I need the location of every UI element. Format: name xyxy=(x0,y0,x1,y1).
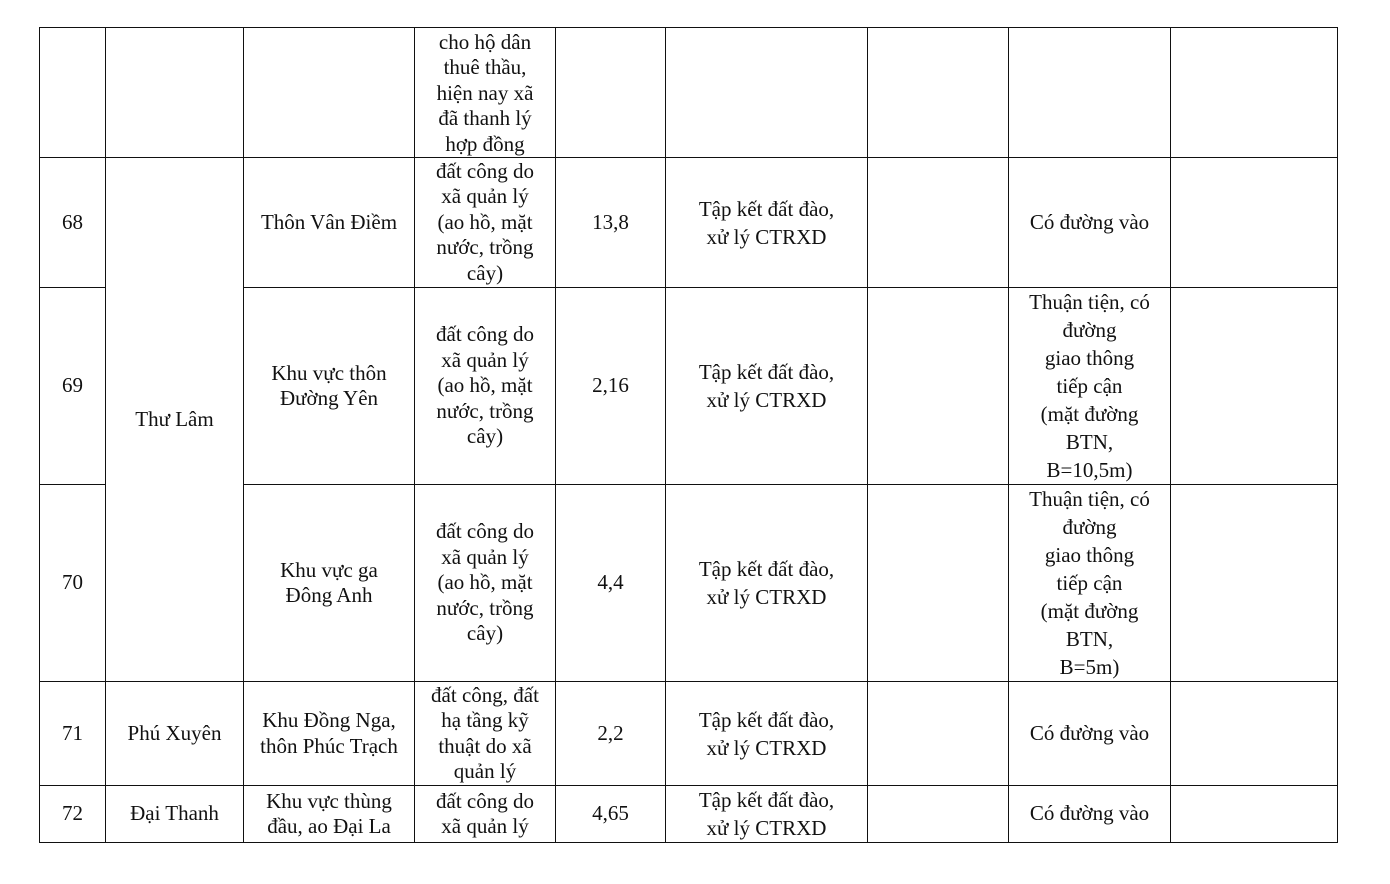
access-line: Thuận tiện, có xyxy=(1029,290,1150,314)
land-type-line: đất công do xyxy=(436,158,534,183)
table-row xyxy=(40,682,1338,786)
land-type-line: hạ tầng kỹ xyxy=(441,708,529,732)
land-sites-table xyxy=(39,27,1338,843)
purpose-cell xyxy=(666,786,868,843)
area-cell: 4,65 xyxy=(556,786,666,843)
land-type-cell xyxy=(415,786,556,843)
land-type-line: đất công, đất xyxy=(431,682,539,707)
empty-cell xyxy=(868,288,1009,485)
empty-cell xyxy=(868,28,1009,158)
area-cell: 2,16 xyxy=(556,288,666,485)
purpose-cell xyxy=(666,28,868,158)
land-type-line: nước, trồng xyxy=(436,398,534,423)
location-line: thôn Phúc Trạch xyxy=(260,733,398,758)
purpose-line: Tập kết đất đào, xyxy=(698,557,835,581)
access-line: B=5m) xyxy=(1059,655,1120,679)
location-line: Khu vực ga xyxy=(280,557,378,582)
land-type-line: xã quản lý xyxy=(441,184,529,209)
access-line: tiếp cận xyxy=(1056,374,1123,398)
access-cell xyxy=(1009,288,1171,485)
purpose-cell xyxy=(666,682,868,786)
land-type-line: cho hộ dân xyxy=(438,29,532,54)
empty-cell xyxy=(1171,485,1338,682)
land-type-line: cây) xyxy=(466,424,504,449)
empty-cell xyxy=(868,485,1009,682)
access-line: đường xyxy=(1062,318,1117,342)
land-type-line: cây) xyxy=(466,621,504,646)
empty-cell xyxy=(868,682,1009,786)
row-number-cell: 69 xyxy=(40,288,106,485)
purpose-cell xyxy=(666,158,868,288)
empty-cell xyxy=(1171,786,1338,843)
access-line: (mặt đường xyxy=(1040,599,1139,623)
purpose-line: xử lý CTRXD xyxy=(706,388,827,412)
row-number-cell: 68 xyxy=(40,158,106,288)
table-row xyxy=(40,28,1338,158)
area-cell xyxy=(556,28,666,158)
access-line: Có đường vào xyxy=(1029,209,1150,234)
purpose-line: xử lý CTRXD xyxy=(706,735,827,760)
land-type-line: thuật do xã xyxy=(438,733,532,758)
area-cell: 4,4 xyxy=(556,485,666,682)
area-cell: 13,8 xyxy=(556,158,666,288)
land-type-line: xã quản lý xyxy=(441,544,529,569)
location-line: Đường Yên xyxy=(279,386,379,410)
access-line: Có đường vào xyxy=(1029,801,1150,826)
row-number-cell xyxy=(40,28,106,158)
location-line: đầu, ao Đại La xyxy=(267,814,391,838)
commune-cell: Thư Lâm xyxy=(106,158,244,682)
land-type-line: đã thanh lý xyxy=(438,106,532,130)
location-cell xyxy=(244,158,415,288)
location-cell xyxy=(244,28,415,158)
purpose-line: xử lý CTRXD xyxy=(706,585,827,609)
access-cell xyxy=(1009,786,1171,843)
land-type-line: quản lý xyxy=(453,759,517,783)
empty-cell xyxy=(1171,28,1338,158)
empty-cell xyxy=(1171,682,1338,786)
land-type-line: hợp đồng xyxy=(445,131,525,156)
table-row xyxy=(40,786,1338,843)
land-type-line: (ao hồ, mặt xyxy=(437,209,533,234)
purpose-line: Tập kết đất đào, xyxy=(698,360,835,384)
location-line: Thôn Vân Điềm xyxy=(260,209,398,234)
commune-cell: Đại Thanh xyxy=(106,786,244,843)
access-line: (mặt đường xyxy=(1040,402,1139,426)
purpose-line: Tập kết đất đào, xyxy=(698,788,835,812)
area-cell: 2,2 xyxy=(556,682,666,786)
access-cell xyxy=(1009,485,1171,682)
land-type-line: (ao hồ, mặt xyxy=(437,373,533,398)
land-type-line: xã quản lý xyxy=(441,347,529,372)
location-line: Khu vực thùng xyxy=(266,788,392,813)
land-type-line: nước, trồng xyxy=(436,235,534,260)
location-line: Khu Đồng Nga, xyxy=(262,708,396,732)
empty-cell xyxy=(1171,158,1338,288)
land-type-line: đất công do xyxy=(436,322,534,347)
location-cell xyxy=(244,682,415,786)
land-type-cell xyxy=(415,485,556,682)
access-line: Có đường vào xyxy=(1029,720,1150,745)
row-number-cell: 72 xyxy=(40,786,106,843)
empty-cell xyxy=(868,786,1009,843)
empty-cell xyxy=(1171,288,1338,485)
land-type-line: cây) xyxy=(466,260,504,285)
access-line: BTN, xyxy=(1065,430,1114,454)
empty-cell xyxy=(868,158,1009,288)
access-line: B=10,5m) xyxy=(1046,458,1133,482)
access-line: giao thông xyxy=(1044,543,1135,567)
land-type-line: (ao hồ, mặt xyxy=(437,570,533,595)
commune-cell: Phú Xuyên xyxy=(106,682,244,786)
land-type-line: đất công do xyxy=(436,788,534,813)
row-number-cell: 70 xyxy=(40,485,106,682)
access-line: BTN, xyxy=(1065,627,1114,651)
table-row xyxy=(40,158,1338,288)
access-cell xyxy=(1009,158,1171,288)
access-line: giao thông xyxy=(1044,346,1135,370)
land-type-line: xã quản lý xyxy=(441,814,529,838)
access-line: đường xyxy=(1062,515,1117,539)
land-type-line: đất công do xyxy=(436,519,534,544)
purpose-line: xử lý CTRXD xyxy=(706,816,827,840)
access-cell xyxy=(1009,28,1171,158)
purpose-line: xử lý CTRXD xyxy=(706,224,827,249)
location-line: Đông Anh xyxy=(285,583,373,607)
purpose-cell xyxy=(666,288,868,485)
land-type-cell xyxy=(415,158,556,288)
land-type-cell xyxy=(415,288,556,485)
commune-cell xyxy=(106,28,244,158)
land-type-line: nước, trồng xyxy=(436,595,534,620)
purpose-line: Tập kết đất đào, xyxy=(698,707,835,732)
land-type-line: thuê thầu, xyxy=(443,55,527,79)
purpose-cell xyxy=(666,485,868,682)
land-type-cell xyxy=(415,28,556,158)
location-cell xyxy=(244,786,415,843)
location-cell xyxy=(244,288,415,485)
row-number-cell: 71 xyxy=(40,682,106,786)
land-type-line: hiện nay xã xyxy=(436,80,534,105)
access-line: Thuận tiện, có xyxy=(1029,487,1150,511)
access-cell xyxy=(1009,682,1171,786)
purpose-line: Tập kết đất đào, xyxy=(698,196,835,221)
access-line: tiếp cận xyxy=(1056,571,1123,595)
land-type-cell xyxy=(415,682,556,786)
location-cell xyxy=(244,485,415,682)
location-line: Khu vực thôn xyxy=(271,360,387,385)
